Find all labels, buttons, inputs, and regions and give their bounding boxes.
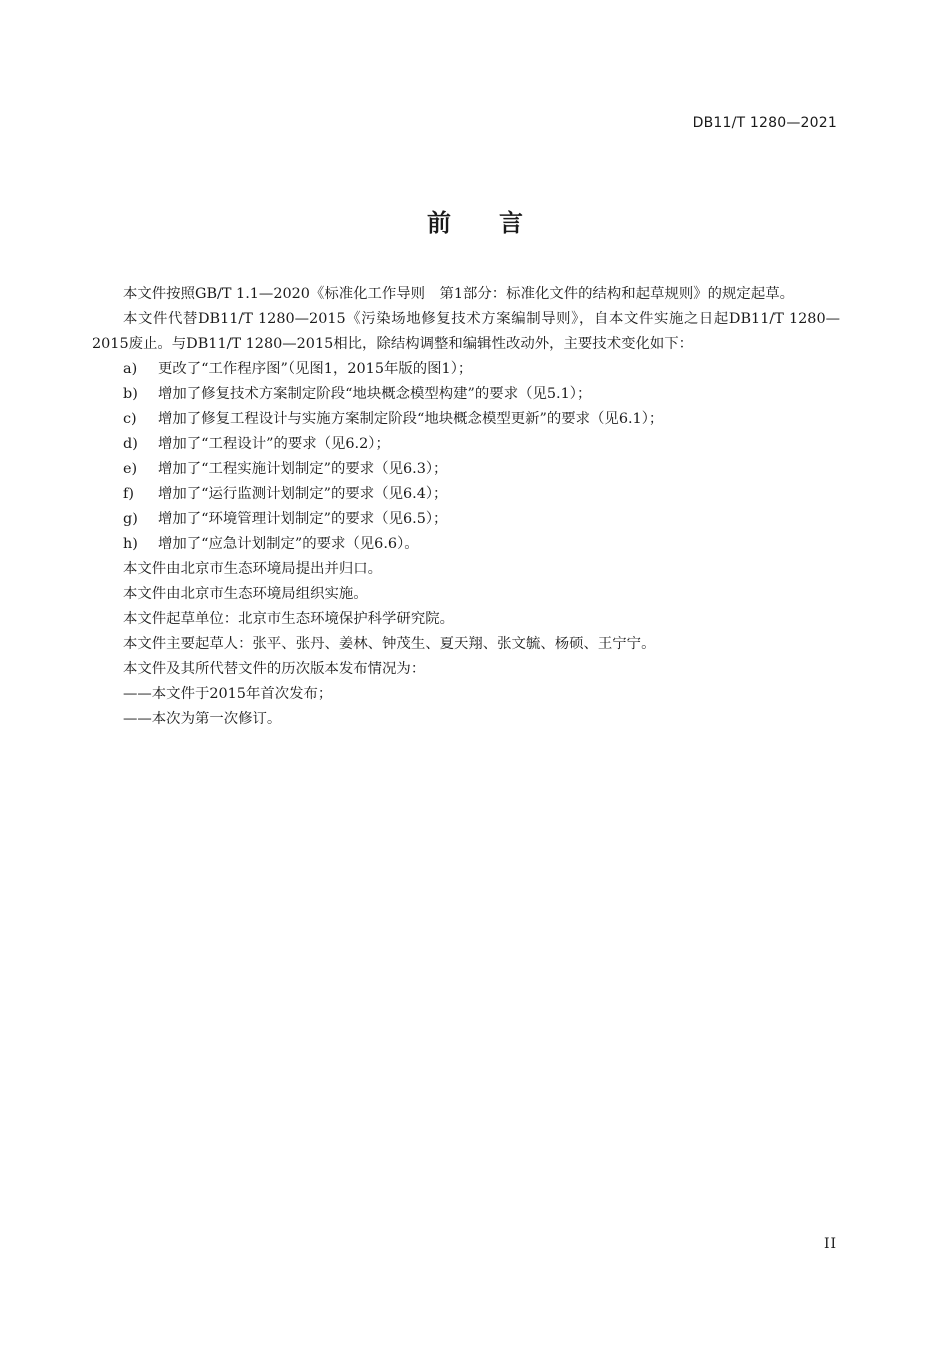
paragraph-drafting-unit: 本文件起草单位：北京市生态环境保护科学研究院。 xyxy=(123,611,454,627)
list-marker: g) xyxy=(123,511,138,527)
page-number: II xyxy=(823,1236,837,1252)
list-item xyxy=(92,507,840,532)
list-item xyxy=(92,457,840,482)
list-item xyxy=(92,382,840,407)
list-marker: b) xyxy=(123,386,138,402)
paragraph-drafting-basis: 本文件按照GB/T 1.1—2020《标准化工作导则 第1部分：标准化文件的结构和起草规则》的规定起草。 xyxy=(123,286,794,302)
list-marker: d) xyxy=(123,436,138,452)
list-item xyxy=(92,482,840,507)
list-item-text: 增加了“环境管理计划制定”的要求（见6.5）； xyxy=(158,511,448,527)
foreword-body xyxy=(92,282,840,732)
paragraph-drafters: 本文件主要起草人：张平、张丹、姜林、钟茂生、夏天翔、张文毓、杨硕、王宁宁。 xyxy=(123,636,656,652)
list-item-text: 增加了修复工程设计与实施方案制定阶段“地块概念模型更新”的要求（见6.1）； xyxy=(158,411,664,427)
list-item-text: 更改了“工作程序图”（见图1，2015年版的图1）； xyxy=(158,361,473,377)
page-title: 前 言 xyxy=(427,209,523,237)
list-item-text: 增加了“工程设计”的要求（见6.2）； xyxy=(158,436,390,452)
paragraph-replacement: 本文件代替DB11/T 1280—2015《污染场地修复技术方案编制导则》，自本文件实施之日起DB11/T 1280—2015废止。与DB11/T 1280—2015相比，除结构调整和编辑性改动外，主要技术变化如下： xyxy=(92,311,840,352)
list-item xyxy=(92,357,840,382)
list-item-text: 增加了“工程实施计划制定”的要求（见6.3）； xyxy=(158,461,448,477)
list-marker: e) xyxy=(123,461,138,477)
list-item-text: 增加了“运行监测计划制定”的要求（见6.4）； xyxy=(158,486,448,502)
list-item xyxy=(92,432,840,457)
paragraph-version-history: 本文件及其所代替文件的历次版本发布情况为： xyxy=(123,661,426,677)
paragraph-implementer: 本文件由北京市生态环境局组织实施。 xyxy=(123,586,368,602)
paragraph-proposer: 本文件由北京市生态环境局提出并归口。 xyxy=(123,561,383,577)
history-item: ——本次为第一次修订。 xyxy=(123,711,282,727)
list-item xyxy=(92,532,840,557)
history-item: ——本文件于2015年首次发布； xyxy=(123,686,333,702)
list-marker: a) xyxy=(123,361,138,377)
list-marker: c) xyxy=(123,411,137,427)
list-marker: f) xyxy=(123,486,134,502)
list-item xyxy=(92,407,840,432)
document-code: DB11/T 1280—2021 xyxy=(692,115,837,131)
list-item-text: 增加了“应急计划制定”的要求（见6.6）。 xyxy=(158,536,419,552)
list-marker: h) xyxy=(123,536,138,552)
list-item-text: 增加了修复技术方案制定阶段“地块概念模型构建”的要求（见5.1）； xyxy=(158,386,592,402)
